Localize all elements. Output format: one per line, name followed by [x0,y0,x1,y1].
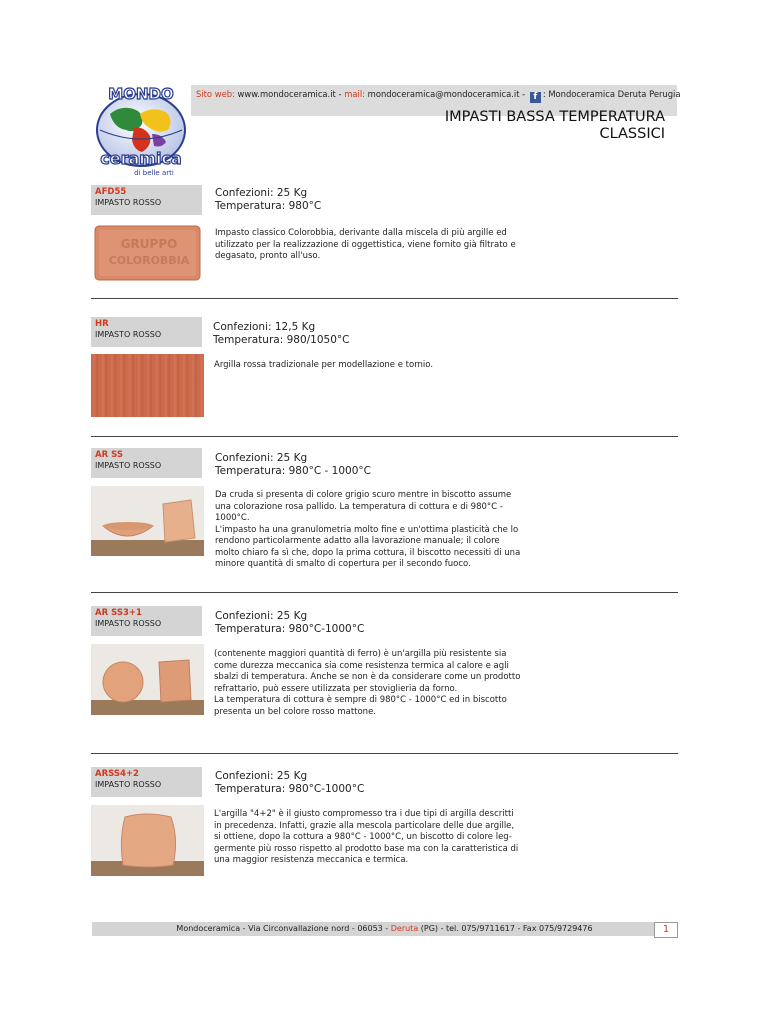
description-line: minore quantità di smalto di copertura per il secondo fuoco. [215,559,471,569]
product-kind: IMPASTO ROSSO [95,619,162,628]
footer-address [92,924,677,933]
description-line: utilizzato per la realizzazione di oggettistica, viene fornito già filtrato e [215,239,516,250]
product-kind: IMPASTO ROSSO [95,780,162,789]
description-line: una colorazione rosa pallido. La temperatura di cottura e di 980°C - [215,501,503,512]
description-line: Argilla rossa tradizionale per modellazione e tornio. [214,360,434,370]
page-number: 1 [654,922,678,938]
product-specs [213,321,349,347]
divider [91,592,678,593]
facebook-icon[interactable]: f [530,92,541,103]
description-line: sbalzi di temperatura. Anche se non è da considerare come un prodotto [214,672,521,682]
product-specs [215,610,364,636]
product-description [214,809,544,867]
title-line-1: IMPASTI BASSA TEMPERATURA [444,109,665,125]
product-kind: IMPASTO ROSSO [95,198,162,207]
product-packaging: Confezioni: 25 Kg [215,452,308,464]
title-line-2: CLASSICI [599,126,665,142]
product-code-box [91,767,202,797]
product-packaging: Confezioni: 12,5 Kg [213,321,316,333]
product-temperature: Temperatura: 980°C - 1000°C [215,465,371,477]
description-line: 1000°C. [215,513,250,523]
description-line: La temperatura di cottura è sempre di 980°C - 1000°C ed in biscotto [214,695,507,705]
product-temperature: Temperatura: 980°C-1000°C [215,783,365,795]
mail-link[interactable]: mondoceramica@mondoceramica.it [367,89,520,99]
divider [91,753,678,754]
product-temperature: Temperatura: 980°C-1000°C [215,623,365,635]
footer-bar [92,922,677,936]
description-line: refrattario, può essere utilizzata per stoviglieria da forno. [214,683,458,694]
stamp-line-2: COLOROBBIA [108,254,190,267]
product-specs [215,770,364,796]
description-line: rendono particolarmente adatto alla lavorazione manuale; il colore [215,536,500,546]
description-line: germente più rosso rispetto al prodotto base ma con la caratteristica di [214,843,519,854]
product-packaging: Confezioni: 25 Kg [215,770,308,782]
divider [91,436,678,437]
product-photo [91,486,204,556]
footer-contacts: (PG) - tel. 075/9711617 - Fax 075/9729476 [418,924,593,933]
footer-address-part: Mondoceramica - Via Circonvallazione nord - 06053 - [176,924,391,933]
logo-bottom-text: ceramica [100,149,182,168]
product-code: AR SS3+1 [95,608,142,618]
logo-top-text: MONDO [108,85,174,103]
mondoceramica-logo [92,84,190,178]
product-description [215,490,545,571]
product-code-box [91,185,202,215]
description-line: molto chiaro fa sì che, dopo la prima cottura, il biscotto necessiti di una [215,547,521,558]
product-code: HR [95,319,109,329]
product-code: ARSS4+2 [95,769,139,779]
mail-label: mail: [344,89,365,99]
product-code: AR SS [95,450,123,460]
description-line: degasato, pronto all'uso. [215,251,321,261]
product-kind: IMPASTO ROSSO [95,461,162,470]
product-photo [91,224,204,282]
description-line: in precedenza. Infatti, grazie alla mescola particolare delle due argille, [214,820,515,831]
description-line: L'argilla "4+2" è il giusto compromesso tra i due tipi di argilla descritti [214,809,514,819]
divider [91,298,678,299]
product-kind: IMPASTO ROSSO [95,330,162,339]
product-code-box [91,448,202,478]
description-line: presenta un bel colore rosso mattone. [214,706,377,717]
product-packaging: Confezioni: 25 Kg [215,187,308,199]
description-line: Da cruda si presenta di colore grigio scuro mentre in biscotto assume [215,490,512,500]
product-description [215,228,545,263]
description-line: L'impasto ha una granulometria molto fine e un'ottima plasticità che lo [215,524,519,535]
product-photo [91,805,204,876]
product-code-box [91,606,202,636]
contact-line: Sito web: www.mondoceramica.it - mail: mondoceramica@mondoceramica.it - f : Mondoceramica Deruta Perugia [196,89,681,102]
product-description [214,649,544,718]
description-line: Impasto classico Colorobbia, derivante dalla miscela di più argille ed [215,228,507,238]
product-code: AFD55 [95,187,127,197]
product-temperature: Temperatura: 980°C [215,200,322,212]
product-code-box [91,317,202,347]
site-label: Sito web: [196,89,235,99]
product-specs [215,187,321,213]
facebook-label[interactable]: : Mondoceramica Deruta Perugia [542,89,681,99]
description-line: (contenente maggiori quantità di ferro) è un'argilla più resistente sia [214,649,507,659]
product-photo [91,354,204,417]
product-photo [91,644,204,715]
product-temperature: Temperatura: 980/1050°C [213,334,350,346]
product-packaging: Confezioni: 25 Kg [215,610,308,622]
description-line: una maggior resistenza meccanica e termica. [214,855,409,865]
product-description [214,360,544,372]
description-line: si ottiene, dopo la cottura a 980°C - 1000°C, un biscotto di colore leg- [214,832,512,842]
site-link[interactable]: www.mondoceramica.it [237,89,336,99]
product-specs [215,452,371,478]
logo-tag-text: di belle arti [134,169,174,177]
stamp-line-1: GRUPPO [120,237,178,251]
footer-city: Deruta [390,924,419,933]
description-line: come durezza meccanica sia come resistenza termica al calore e agli [214,660,509,671]
page-title [445,109,665,143]
